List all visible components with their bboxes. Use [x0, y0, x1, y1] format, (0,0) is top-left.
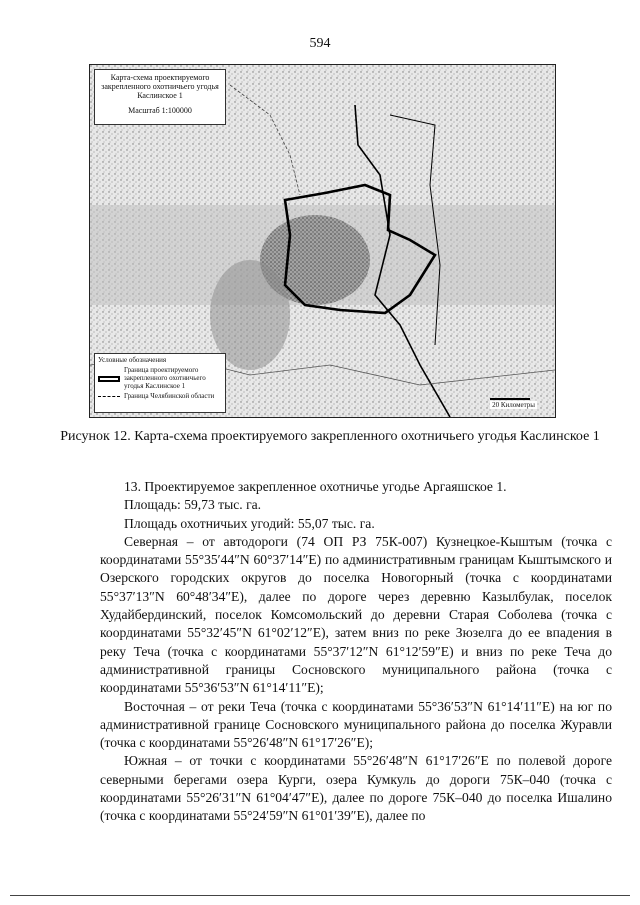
map-title: Карта-схема проектируемого закрепленного охотничьего угодья Каслинское 1 [101, 73, 219, 100]
figure-caption: Рисунок 12. Карта-схема проектируемого закрепленного охотничьего угодья Каслинское 1 [60, 429, 600, 444]
boundary-east: Восточная – от реки Теча (точка с координатами 55°36′53″N 61°14′11″E) на юг по административной границе Сосновского муниципального района до поселка Журавли (точка с координатами 55°26′48″N 61°17′26″E); [100, 698, 612, 751]
map-figure [89, 64, 556, 418]
legend-hunting-label: Граница проектируемого закрепленного охотничьего угодья Каслинское 1 [124, 366, 206, 390]
section-heading: 13. Проектируемое закрепленное охотничье угодье Аргаяшское 1. [124, 479, 507, 494]
legend-heading: Условные обозначения [98, 356, 167, 364]
body-text [100, 478, 612, 826]
legend-row-hunting [98, 366, 222, 390]
page-number: 594 [309, 36, 331, 51]
legend-row-region [98, 392, 222, 400]
section-hunting-area: Площадь охотничьих угодий: 55,07 тыс. га. [124, 515, 375, 531]
legend-region-label: Граница Челябинской области [124, 392, 215, 400]
scale-bar-label: 20 Километры [492, 401, 535, 409]
boundary-north: Северная – от автодороги (74 ОП РЗ 75К-007) Кузнецкое-Кыштым (точка с координатами 55°35′44″N 60°37′14″E) по административным границам Кыштымского и Озерского городских округов до поселка Новогорный (точка с координатами 55°37′13″N 60°48′34″E), далее по дороге через деревню Казылбулак, поселок Худайбердинский, поселок Комсомольский до деревни Старая Соболева (точка с координатами 55°32′45″N 61°02′12″E), затем вниз по реке Зюзелга до ее впадения в реку Теча (точка с координатами 55°37′12″N 61°12′59″E) и вниз по реке Теча до административной границы Сосновского муниципального района (точка с координатами 55°36′53″N 61°14′11″E); [100, 533, 612, 696]
legend-swatch-hunting [98, 376, 120, 382]
boundary-south: Южная – от точки с координатами 55°26′48″N 61°17′26″E по полевой дороге северными берегами озера Курги, озера Кумкуль до дороги 75К–040 (точка с координатами 55°26′31″N 61°04′47″E), далее по дороге 75К–040 до поселка Ишалино (точка с координатами 55°24′59″N 61°01′39″E), далее по [100, 753, 612, 824]
legend-swatch-region [98, 396, 120, 397]
map-scale: Масштаб 1:100000 [128, 106, 192, 115]
map-title-box [94, 69, 226, 125]
footer-line [10, 895, 630, 896]
section-area: Площадь: 59,73 тыс. га. [124, 497, 262, 513]
map-legend [94, 353, 226, 413]
